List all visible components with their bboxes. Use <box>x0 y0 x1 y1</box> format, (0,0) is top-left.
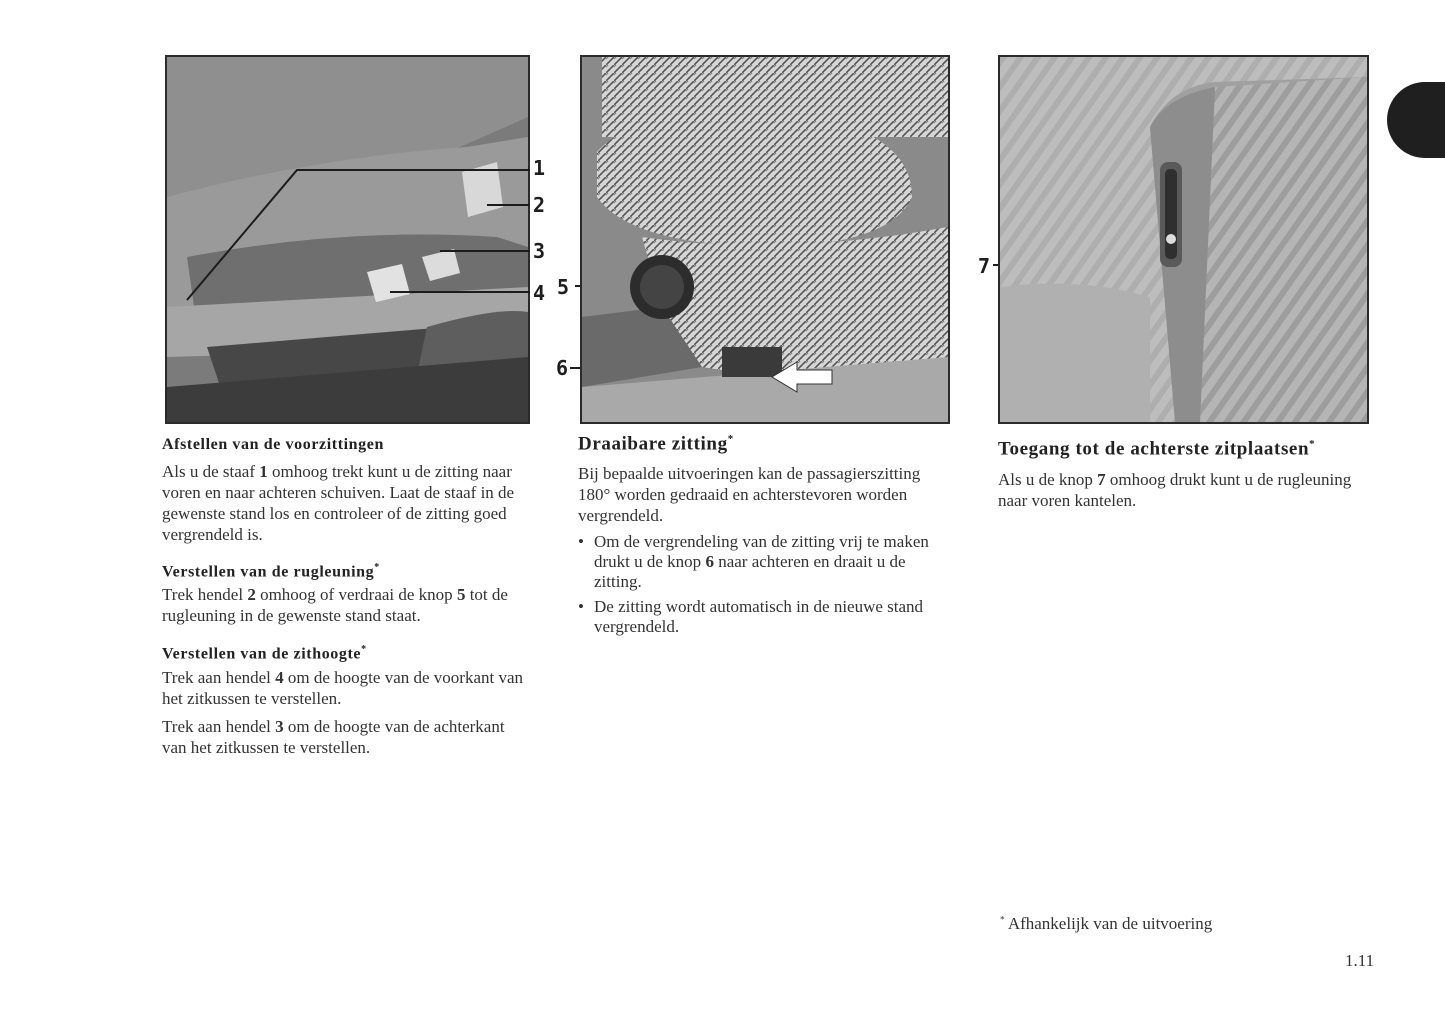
callout-7: 7 <box>978 254 991 278</box>
callout-6: 6 <box>556 356 569 380</box>
left-column <box>162 436 526 758</box>
paragraph-backrest: Trek hendel 2 omhoog of verdraai de knop 5 tot de rugleuning in de gewenste stand staat. <box>162 585 508 626</box>
heading-seat-height: Verstellen van de zithoogte* <box>162 644 367 663</box>
callout-2: 2 <box>533 193 546 217</box>
paragraph-swivel: Bij bepaalde uitvoeringen kan de passagierszitting 180° worden gedraaid en achterstevoren worden vergrendeld. <box>578 464 921 526</box>
paragraph-front-height: Trek aan hendel 4 om de hoogte van de voorkant van het zitkussen te verstellen. <box>162 667 524 708</box>
heading-backrest: Verstellen van de rugleuning* <box>162 562 380 581</box>
callout-1: 1 <box>533 156 546 180</box>
paragraph-rear-access: Als u de knop 7 omhoog drukt kunt u de rugleuning naar voren kantelen. <box>998 470 1352 511</box>
heading-swivel-seat: Draaibare zitting* <box>578 433 734 455</box>
photo-rear-access <box>998 55 1369 424</box>
middle-column <box>578 433 946 642</box>
right-column <box>998 433 1365 511</box>
bullet-autolock: • De zitting wordt automatisch in de nieuwe stand vergrendeld. <box>578 597 946 637</box>
callout-5: 5 <box>557 275 570 299</box>
page-number: 1.11 <box>1345 951 1375 970</box>
photo-swivel-seat <box>580 55 950 424</box>
paragraph-seat-slide: Als u de staaf 1 omhoog trekt kunt u de zitting naar voren en naar achteren schuiven. Laat de staaf in de gewenste stand los en controleer of de zitting goed vergrendeld is. <box>162 462 515 544</box>
footnote: * Afhankelijk van de uitvoering <box>1000 914 1213 933</box>
bullet-list-swivel <box>578 532 946 637</box>
paragraph-rear-height: Trek aan hendel 3 om de hoogte van de achterkant van het zitkussen te verstellen. <box>162 716 505 757</box>
callout-4: 4 <box>533 281 546 305</box>
bullet-unlock: • Om de vergrendeling van de zitting vrij te maken drukt u de knop 6 naar achteren en draait u de zitting. <box>578 532 946 592</box>
section-tab <box>1387 82 1445 158</box>
heading-front-seats: Afstellen van de voorzittingen <box>162 436 384 453</box>
photo-front-seat <box>165 55 530 424</box>
callout-3: 3 <box>533 239 546 263</box>
heading-rear-access: Toegang tot de achterste zitplaatsen* <box>998 438 1316 460</box>
